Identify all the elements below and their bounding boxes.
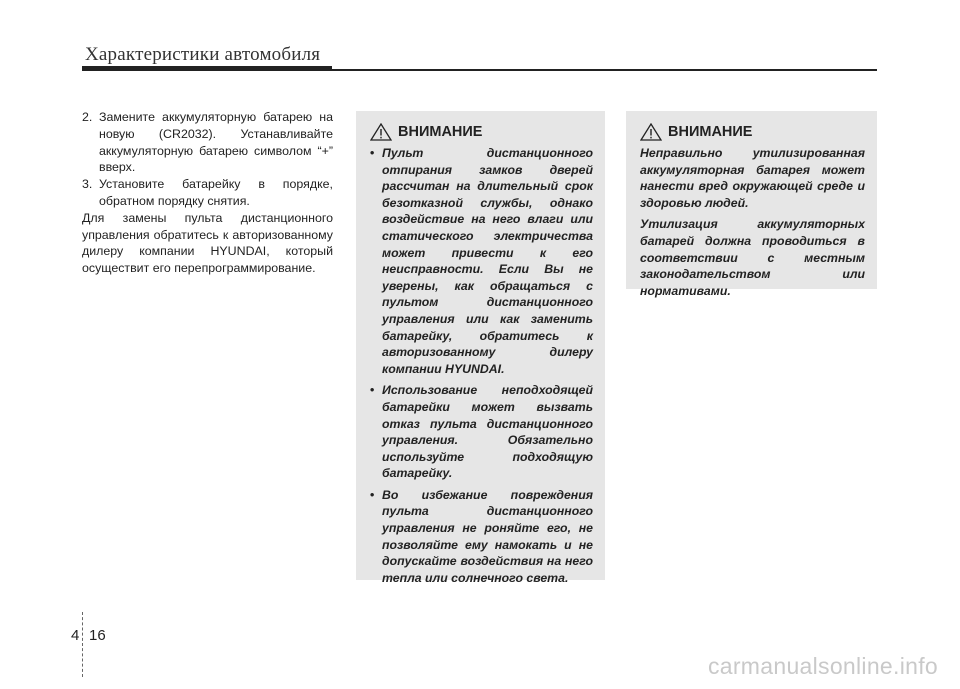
warning-paragraph: Неправильно утилизированная аккумуляторная батарея может нанести вред окружающей среде и здоровью людей. bbox=[640, 146, 865, 210]
warning-panel-battery bbox=[626, 111, 877, 298]
bullet-icon: • bbox=[370, 146, 375, 160]
header-rule-thick bbox=[82, 66, 332, 71]
step-item bbox=[82, 176, 333, 210]
warning-bullet bbox=[370, 145, 593, 377]
warning-heading bbox=[370, 123, 593, 141]
step-item bbox=[82, 109, 333, 176]
warning-bullet bbox=[370, 382, 593, 482]
warning-triangle-icon bbox=[370, 123, 392, 141]
warning-heading-text: ВНИМАНИЕ bbox=[398, 124, 483, 140]
watermark-text: carmanualsonline.info bbox=[707, 653, 938, 679]
footer-divider bbox=[82, 612, 83, 677]
step-number: 3. bbox=[82, 177, 93, 192]
warning-heading-text: ВНИМАНИЕ bbox=[668, 124, 753, 140]
step-text: Установите батарейку в порядке, обратном порядку снятия. bbox=[99, 177, 333, 208]
warning-bullet-text: Во избежание повреждения пульта дистанционного управления не роняйте его, не позволяйте ему намокать и не допускайте воздействия на него тепла или солнечного света. bbox=[382, 487, 593, 585]
warning-list bbox=[370, 145, 593, 586]
warning-panel-remote bbox=[356, 111, 605, 585]
warning-triangle-icon bbox=[640, 123, 662, 141]
instructions-column bbox=[82, 109, 333, 277]
page-header-title: Характеристики автомобиля bbox=[85, 44, 321, 65]
warning-bullet-text: Использование неподходящей батарейки может вызвать отказ пульта дистанционного управления. Обязательно используйте подходящую батарейку. bbox=[382, 383, 593, 481]
warning-heading bbox=[640, 123, 865, 141]
step-number: 2. bbox=[82, 110, 93, 124]
page-number: 16 bbox=[89, 627, 106, 644]
warning-bullet bbox=[370, 487, 593, 587]
dealer-paragraph: Для замены пульта дистанционного управления обратитесь к авторизованному дилеру компании HYUNDAI, который осуществит его перепрограммирование. bbox=[82, 210, 333, 276]
warning-paragraph: Утилизация аккумуляторных батарей должна проводиться в соответствии с местным законодательством или нормативами. bbox=[640, 217, 865, 298]
header-rule-thin bbox=[332, 69, 877, 71]
bullet-icon: • bbox=[370, 487, 375, 502]
bullet-icon: • bbox=[370, 383, 375, 398]
chapter-number: 4 bbox=[71, 627, 80, 644]
step-text: Замените аккумуляторную батарею на новую (CR2032). Устанавливайте аккумуляторную батарею символом “+” вверх. bbox=[99, 110, 333, 175]
warning-bullet-text: Пульт дистанционного отпирания замков дверей рассчитан на длительный срок безотказной службы, однако воздействие на него влаги или статического электричества может привести к его неисправности. Если Вы не уверены, как обращаться с пультом дистанционного управления или как заменить батарейку, обратитесь к авторизованному дилеру компании HYUNDAI. bbox=[382, 146, 593, 376]
